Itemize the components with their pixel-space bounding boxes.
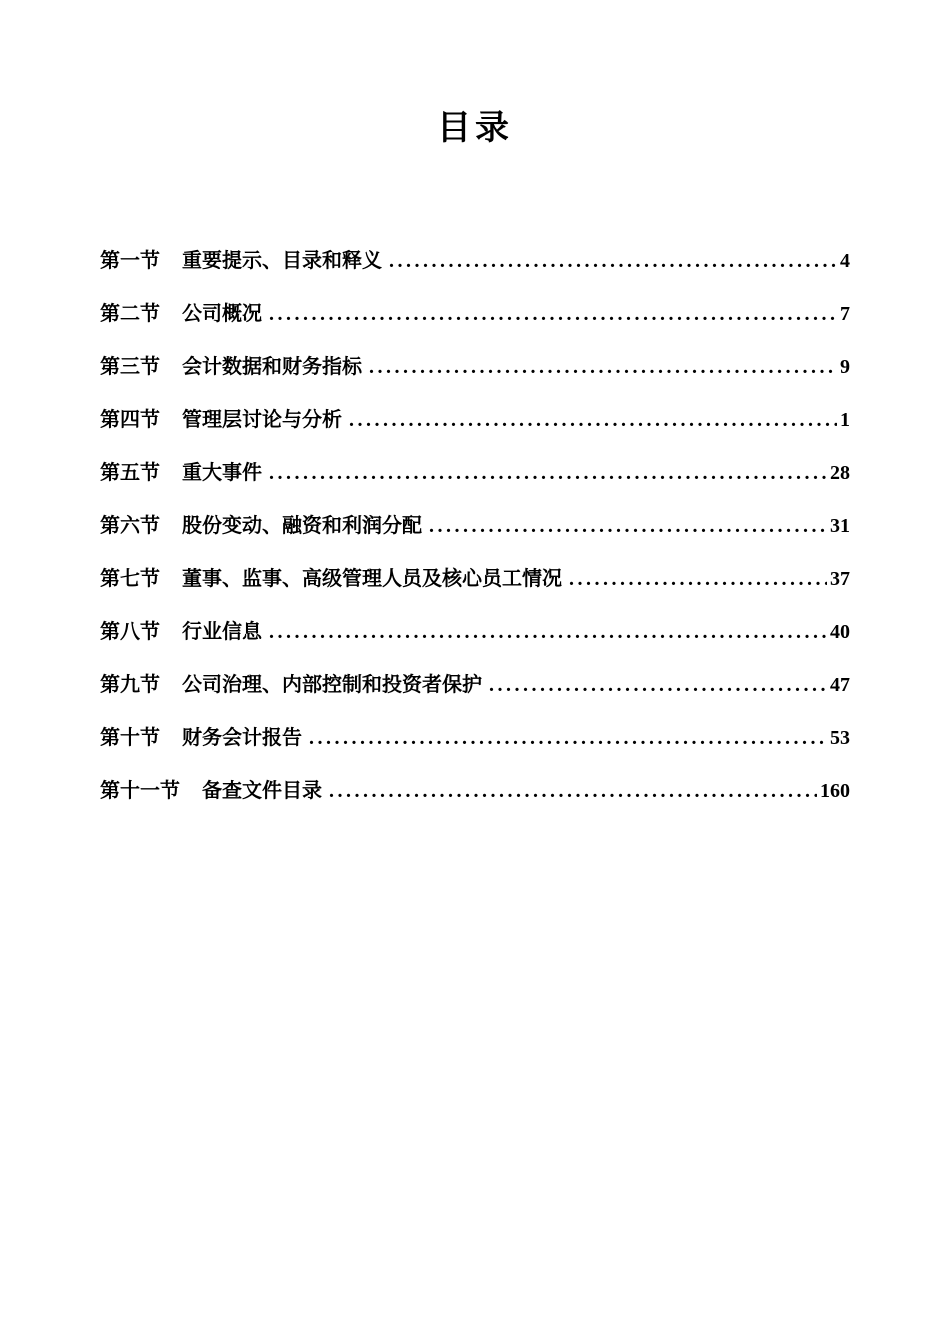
- toc-entry[interactable]: [100, 407, 850, 433]
- toc-entry-title: 公司概况: [182, 303, 262, 325]
- toc-entry-title: 股份变动、融资和利润分配: [182, 515, 422, 537]
- toc-section-label: 第十一节: [100, 780, 180, 802]
- toc-section-label: 第一节: [100, 250, 160, 272]
- toc-entry-title: 重要提示、目录和释义: [182, 250, 382, 272]
- toc-dot-leader: [489, 672, 827, 698]
- toc-entry[interactable]: [100, 725, 850, 751]
- toc-section-label: 第八节: [100, 621, 160, 643]
- toc-page-number: 53: [830, 727, 850, 749]
- toc-entry-title: 重大事件: [182, 462, 262, 484]
- toc-entry[interactable]: [100, 513, 850, 539]
- toc-entry[interactable]: [100, 460, 850, 486]
- toc-page-number: 4: [840, 250, 850, 272]
- toc-section-label: 第九节: [100, 674, 160, 696]
- toc-entry[interactable]: [100, 301, 850, 327]
- toc-dot-leader: [329, 778, 817, 804]
- toc-page-number: 31: [830, 515, 850, 537]
- toc-page-number: 47: [830, 674, 850, 696]
- toc-list: [0, 248, 950, 804]
- page-title: 目录: [437, 109, 513, 147]
- toc-dot-leader: [269, 619, 827, 645]
- toc-section-label: 第六节: [100, 515, 160, 537]
- toc-page-number: 28: [830, 462, 850, 484]
- toc-entry[interactable]: [100, 354, 850, 380]
- toc-dot-leader: [269, 460, 827, 486]
- toc-dot-leader: [369, 354, 837, 380]
- toc-page-number: 7: [840, 303, 850, 325]
- toc-entry[interactable]: [100, 248, 850, 274]
- toc-dot-leader: [349, 407, 837, 433]
- toc-entry-title: 董事、监事、高级管理人员及核心员工情况: [182, 568, 562, 590]
- toc-dot-leader: [309, 725, 827, 751]
- toc-section-label: 第二节: [100, 303, 160, 325]
- toc-entry-title: 行业信息: [182, 621, 262, 643]
- toc-page-number: 160: [820, 780, 850, 802]
- toc-section-label: 第三节: [100, 356, 160, 378]
- toc-dot-leader: [269, 301, 837, 327]
- toc-entry-title: 公司治理、内部控制和投资者保护: [182, 674, 482, 696]
- toc-entry[interactable]: [100, 566, 850, 592]
- toc-section-label: 第十节: [100, 727, 160, 749]
- toc-section-label: 第七节: [100, 568, 160, 590]
- toc-dot-leader: [569, 566, 827, 592]
- toc-page-number: 37: [830, 568, 850, 590]
- toc-entry-title: 管理层讨论与分析: [182, 409, 342, 431]
- toc-section-label: 第五节: [100, 462, 160, 484]
- toc-section-label: 第四节: [100, 409, 160, 431]
- toc-entry[interactable]: [100, 619, 850, 645]
- toc-entry-title: 会计数据和财务指标: [182, 356, 362, 378]
- toc-dot-leader: [429, 513, 827, 539]
- toc-entry[interactable]: [100, 778, 850, 804]
- toc-entry-title: 备查文件目录: [202, 780, 322, 802]
- toc-page-number: 9: [840, 356, 850, 378]
- toc-page-number: 40: [830, 621, 850, 643]
- toc-dot-leader: [389, 248, 837, 274]
- toc-entry[interactable]: [100, 672, 850, 698]
- toc-entry-title: 财务会计报告: [182, 727, 302, 749]
- toc-page-number: 1: [840, 409, 850, 431]
